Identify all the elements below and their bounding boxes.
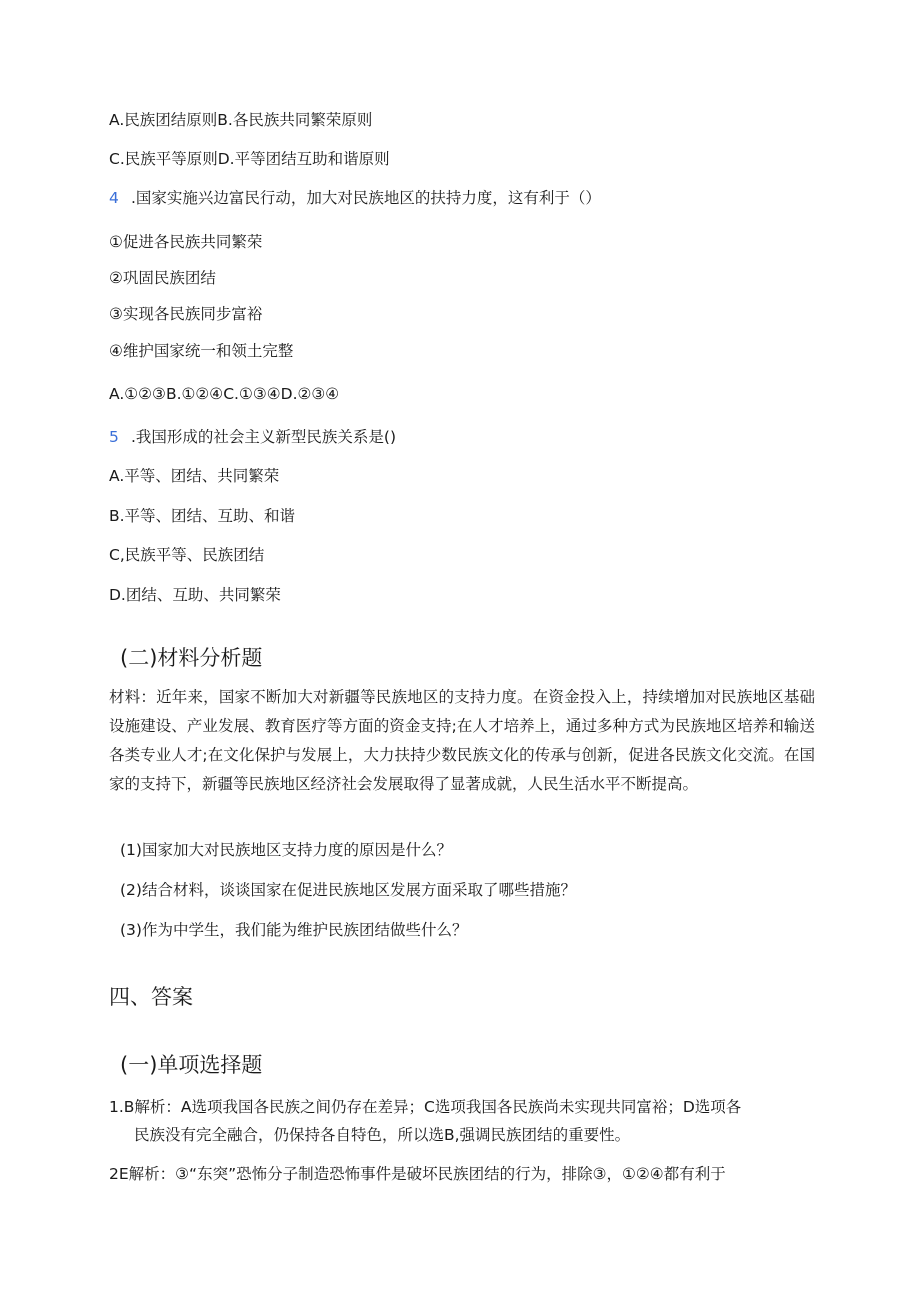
section-answers-title: 四、答案: [109, 985, 193, 1009]
q5-option-c: C,民族平等、民族团结: [109, 546, 265, 564]
q5-stem: [109, 427, 396, 447]
answers-subsection-title: (一)单项选择题: [120, 1053, 263, 1077]
q5-option-d: D.团结、互助、共同繁荣: [109, 586, 281, 604]
section-material-title: (二)材料分析题: [120, 646, 263, 670]
answer-1-line-2: 民族没有完全融合，仍保持各自特色，所以选B,强调民族团结的重要性。: [134, 1126, 631, 1144]
q4-item-4: ④维护国家统一和领土完整: [109, 342, 294, 360]
answer-1: [109, 1093, 815, 1149]
material-question-2: (2)结合材料，谈谈国家在促进民族地区发展方面采取了哪些措施？: [120, 881, 576, 899]
q4-stem: [109, 188, 601, 208]
q5-stem-text: .我国形成的社会主义新型民族关系是(): [131, 428, 397, 446]
q4-number: 4: [109, 189, 119, 207]
q4-stem-text: .国家实施兴边富民行动，加大对民族地区的扶持力度，这有利于（）: [131, 189, 601, 207]
answer-2-line-1: 2E解析：③“东突”恐怖分子制造恐怖事件是破坏民族团结的行为，排除③，①②④都有利于: [109, 1165, 726, 1183]
q5-number: 5: [109, 428, 119, 446]
material-question-3: (3)作为中学生，我们能为维护民族团结做些什么？: [120, 921, 468, 939]
q3-option-line-2: C.民族平等原则D.平等团结互助和谐原则: [109, 150, 390, 168]
q4-item-2: ②巩固民族团结: [109, 269, 216, 287]
material-paragraph: 材料：近年来，国家不断加大对新疆等民族地区的支持力度。在资金投入上，持续增加对民族地区基础设施建设、产业发展、教育医疗等方面的资金支持;在人才培养上，通过多种方式为民族地区培养和输送各类专业人才;在文化保护与发展上，大力扶持少数民族文化的传承与创新，促进各民族文化交流。在国家的支持下，新疆等民族地区经济社会发展取得了显著成就，人民生活水平不断提高。: [109, 688, 815, 793]
q4-item-1: ①促进各民族共同繁荣: [109, 233, 263, 251]
answer-2: [109, 1160, 815, 1188]
q4-item-3: ③实现各民族同步富裕: [109, 305, 263, 323]
q4-options: A.①②③B.①②④C.①③④D.②③④: [109, 385, 340, 403]
answer-1-line-1: 1.B解析：A选项我国各民族之间仍存在差异；C选项我国各民族尚未实现共同富裕；D选项各: [109, 1098, 742, 1116]
q3-option-line-1: A.民族团结原则B.各民族共同繁荣原则: [109, 111, 373, 129]
q5-option-b: B.平等、团结、互助、和谐: [109, 507, 296, 525]
material-question-1: (1)国家加大对民族地区支持力度的原因是什么？: [120, 841, 452, 859]
q5-option-a: A.平等、团结、共同繁荣: [109, 467, 280, 485]
